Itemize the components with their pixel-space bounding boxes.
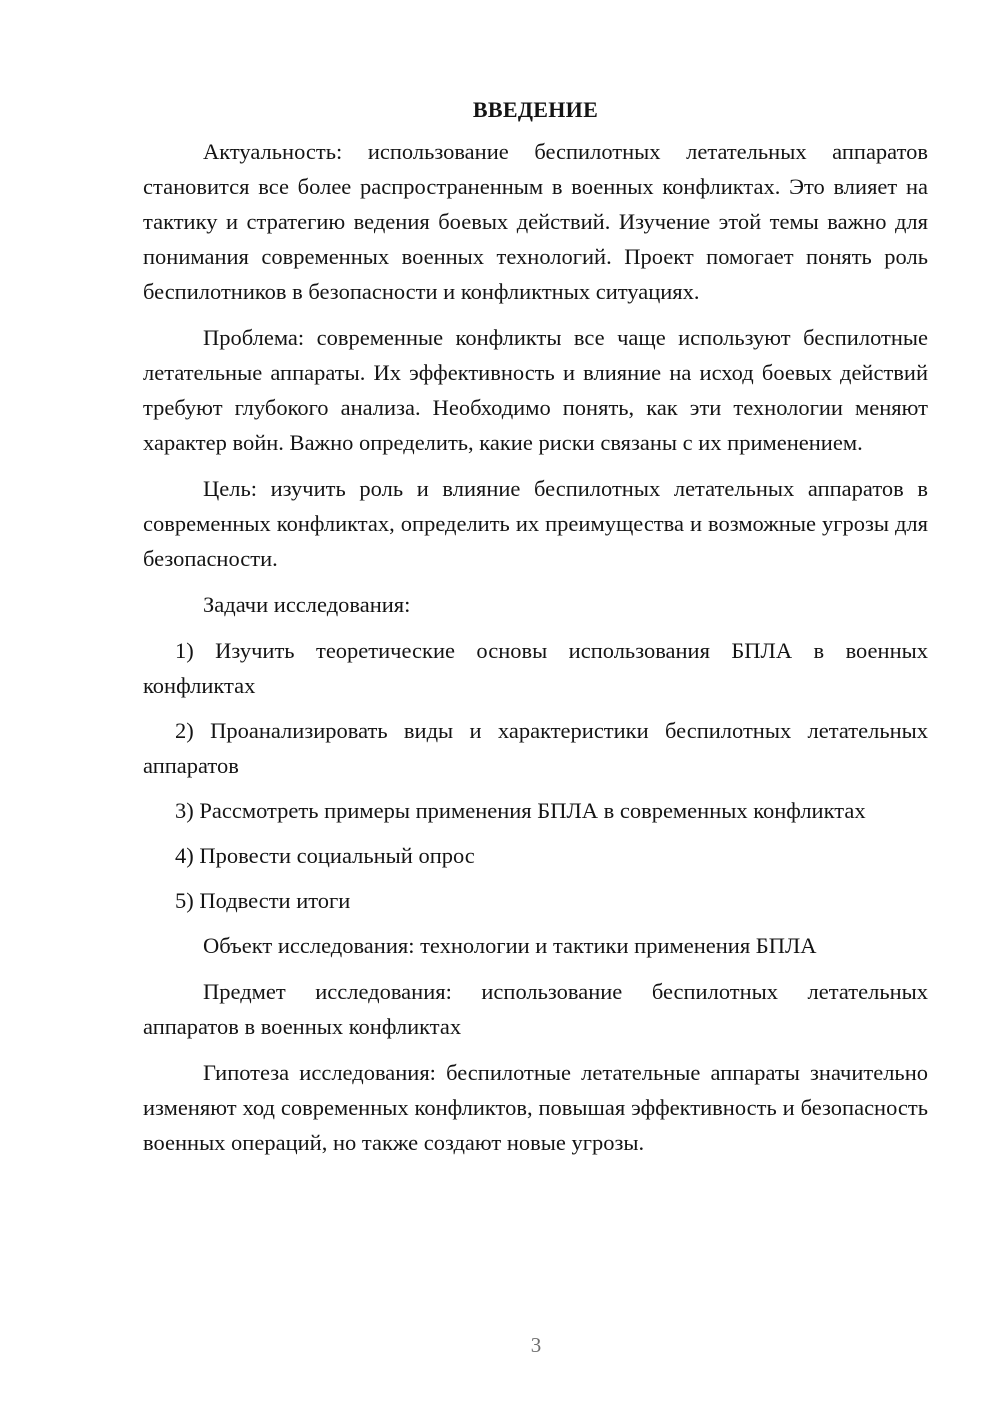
tasks-heading: Задачи исследования: <box>203 592 411 617</box>
page-number: 3 <box>530 1333 542 1357</box>
section-title: ВВЕДЕНИЕ <box>472 97 599 122</box>
research-object-paragraph: Объект исследования: технологии и тактики применения БПЛА <box>203 933 817 958</box>
task-item-2: 2) Проанализировать виды и характеристики беспилотных летательных аппаратов <box>143 718 928 778</box>
task-item-1: 1) Изучить теоретические основы использования БПЛА в военных конфликтах <box>143 638 928 698</box>
task-item-4: 4) Провести социальный опрос <box>175 843 475 868</box>
task-item-5: 5) Подвести итоги <box>175 888 351 913</box>
goal-paragraph: Цель: изучить роль и влияние беспилотных летательных аппаратов в современных конфликтах, определить их преимущества и возможные угрозы для безопасности. <box>143 476 928 571</box>
hypothesis-paragraph: Гипотеза исследования: беспилотные летательные аппараты значительно изменяют ход современных конфликтов, повышая эффективность и безопасность военных операций, но также создают новые угрозы. <box>143 1060 928 1155</box>
relevance-paragraph: Актуальность: использование беспилотных летательных аппаратов становится все более распространенным в военных конфликтах. Это влияет на тактику и стратегию ведения боевых действий. Изучение этой темы важно для понимания современных военных технологий. Проект помогает понять роль беспилотников в безопасности и конфликтных ситуациях. <box>143 139 928 304</box>
task-item-3: 3) Рассмотреть примеры применения БПЛА в современных конфликтах <box>175 798 866 823</box>
research-subject-paragraph: Предмет исследования: использование беспилотных летательных аппаратов в военных конфликтах <box>143 979 928 1039</box>
problem-paragraph: Проблема: современные конфликты все чаще используют беспилотные летательные аппараты. Их эффективность и влияние на исход боевых действий требуют глубокого анализа. Необходимо понять, как эти технологии меняют характер войн. Важно определить, какие риски связаны с их применением. <box>143 325 928 455</box>
page-content <box>143 92 928 1171</box>
